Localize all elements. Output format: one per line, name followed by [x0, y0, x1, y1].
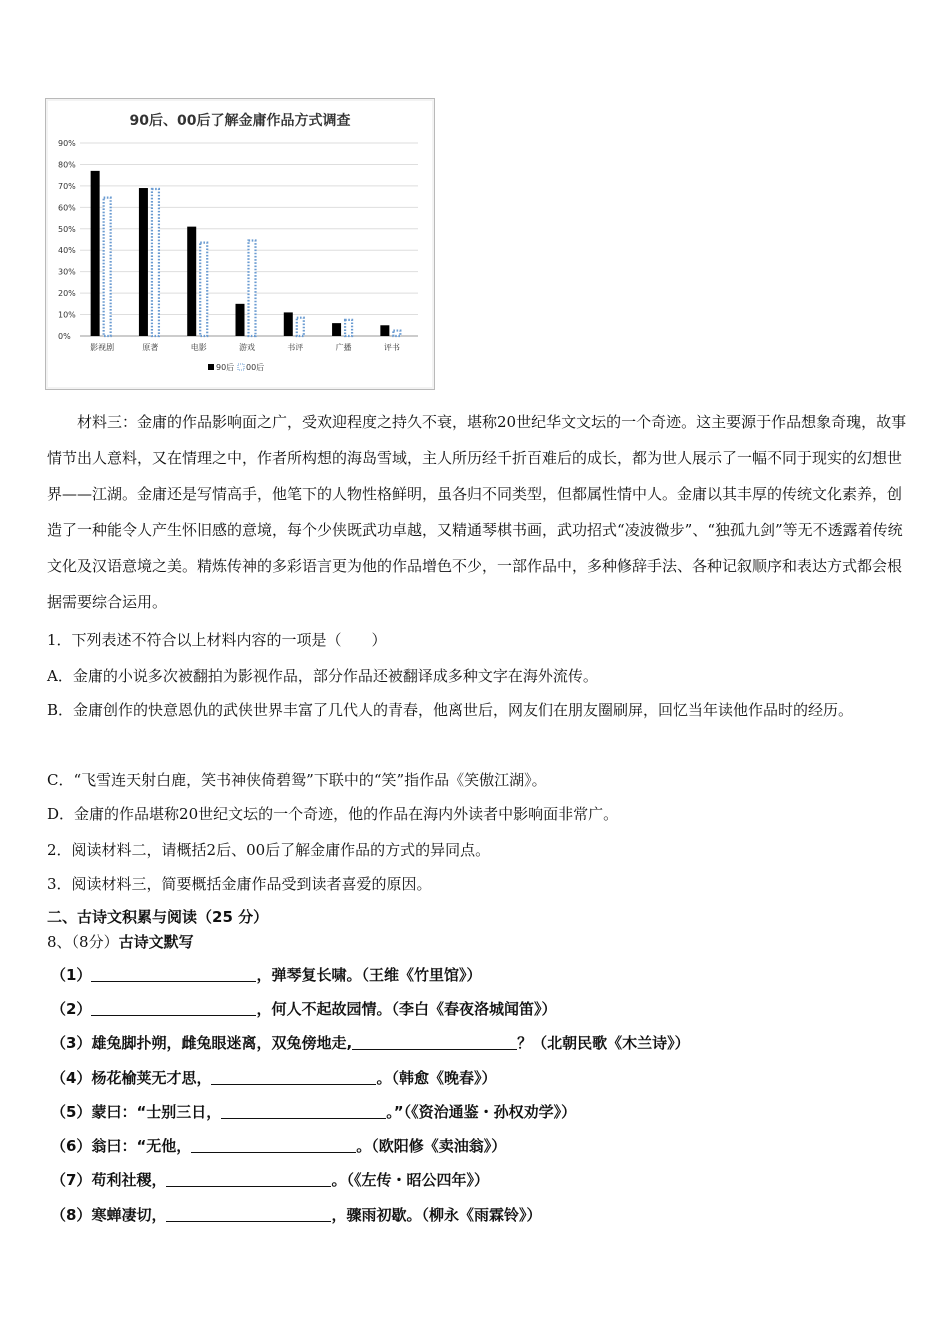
recitation-item-6 — [51, 1134, 506, 1158]
section-two-heading: 二、古诗文积累与阅读（25 分） — [47, 908, 269, 926]
answer-blank[interactable] — [166, 1170, 331, 1187]
y-tick-label: 60% — [58, 203, 76, 213]
bar-00hou — [200, 243, 207, 336]
bar-90hou — [91, 171, 100, 336]
item-after: 。（欧阳修《卖油翁》） — [356, 1137, 507, 1155]
x-tick-label: 广播 — [335, 343, 352, 352]
x-tick-label: 影视剧 — [90, 343, 115, 352]
x-tick-label: 书评 — [287, 343, 304, 352]
item-number: （5） — [51, 1103, 92, 1121]
y-tick-label: 50% — [58, 224, 76, 234]
material-three-paragraph: 材料三：金庸的作品影响面之广，受欢迎程度之持久不衰，堪称20世纪华文文坛的一个奇迹。这主要源于作品想象奇瑰，故事情节出人意料，又在情理之中，作者所构想的海岛雪域，主人所历经千折百难后的成长，都为世人展示了一幅不同于现实的幻想世界——江湖。金庸还是写情高手，他笔下的人物性格鲜明，虽各归不同类型，但都属性情中人。金庸以其丰厚的传统文化素养，创造了一种能令人产生怀旧感的意境，每个少侠既武功卓越，又精通琴棋书画，武功招式“凌波微步”、“独孤九剑”等无不透露着传统文化及汉语意境之美。精炼传神的多彩语言更为他的作品增色不少，一部作品中，多种修辞手法、各种记叙顺序和表达方式都会根据需要综合运用。 — [47, 413, 907, 611]
question-2: 2．阅读材料二，请概括2后、00后了解金庸作品的方式的异同点。 — [47, 841, 491, 859]
item-after: 。”（《资治通鉴・孙权劝学》） — [386, 1103, 577, 1121]
answer-blank[interactable] — [91, 965, 256, 982]
y-tick-label: 10% — [58, 310, 76, 320]
y-tick-label: 0% — [58, 332, 71, 341]
answer-blank[interactable] — [91, 999, 256, 1016]
item-before: 翁曰：“无他， — [91, 1137, 192, 1155]
option-d: D．金庸的作品堪称20世纪文坛的一个奇迹，他的作品在海内外读者中影响面非常广。 — [47, 805, 619, 823]
recitation-item-8 — [51, 1203, 541, 1227]
option-b: B．金庸创作的快意恩仇的武侠世界丰富了几代人的青春，他离世后，网友们在朋友圈刷屏，回忆当年读他作品时的经历。 — [47, 701, 854, 719]
answer-blank[interactable] — [211, 1068, 376, 1085]
x-tick-label: 游戏 — [239, 343, 255, 352]
item-number: （2） — [51, 1000, 92, 1018]
y-tick-label: 40% — [58, 246, 76, 256]
item-after: 。（《左传・昭公四年》） — [331, 1171, 489, 1189]
bar-00hou — [297, 318, 304, 336]
legend-label-00hou: 00后 — [246, 363, 265, 372]
question-1: 1．下列表述不符合以上材料内容的一项是（ ） — [47, 631, 387, 649]
x-tick-label: 原著 — [142, 343, 159, 352]
option-c: C．“飞雪连天射白鹿，笑书神侠倚碧鸳”下联中的“笑”指作品《笑傲江湖》。 — [47, 771, 547, 789]
item-before: 蒙曰：“士别三日， — [91, 1103, 222, 1121]
item-number: （6） — [51, 1137, 92, 1155]
bar-90hou — [139, 188, 148, 336]
bar-90hou — [236, 304, 245, 336]
recitation-item-3 — [51, 1031, 690, 1055]
item-before: 雄兔脚扑朔，雌兔眼迷离，双兔傍地走, — [91, 1034, 353, 1052]
bar-00hou — [152, 189, 159, 336]
bar-90hou — [187, 227, 196, 336]
bar-00hou — [104, 198, 111, 336]
bar-00hou — [393, 331, 400, 336]
question-8-title: 古诗文默写 — [118, 933, 194, 951]
question-8-header — [47, 930, 194, 954]
item-after: 。（韩愈《晚春》） — [376, 1069, 497, 1087]
y-tick-label: 70% — [58, 181, 76, 191]
item-after: ，弹琴复长啸。（王维《竹里馆》） — [256, 966, 482, 984]
answer-blank[interactable] — [221, 1102, 386, 1119]
item-number: （7） — [51, 1171, 92, 1189]
item-after: ，骤雨初歇。（柳永《雨霖铃》） — [331, 1206, 542, 1224]
item-before: 寒蝉凄切， — [91, 1206, 167, 1224]
answer-blank[interactable] — [191, 1136, 356, 1153]
answer-blank[interactable] — [166, 1205, 331, 1222]
bar-00hou — [345, 320, 352, 336]
chart-title: 90后、00后了解金庸作品方式调查 — [129, 113, 351, 129]
x-tick-label: 电影 — [190, 343, 207, 352]
x-tick-label: 评书 — [383, 343, 400, 352]
item-number: （8） — [51, 1206, 92, 1224]
question-3: 3．阅读材料三，简要概括金庸作品受到读者喜爱的原因。 — [47, 875, 432, 893]
y-tick-label: 90% — [58, 139, 76, 148]
recitation-item-5 — [51, 1100, 576, 1124]
answer-blank[interactable] — [352, 1033, 517, 1050]
legend-swatch-90hou — [208, 364, 214, 370]
legend-label-90hou: 90后 — [216, 363, 235, 372]
y-tick-label: 30% — [58, 267, 76, 277]
recitation-item-1 — [51, 963, 481, 987]
bar-90hou — [380, 325, 389, 336]
item-number: （4） — [51, 1069, 92, 1087]
item-number: （1） — [51, 966, 92, 984]
bar-chart-svg — [46, 99, 434, 389]
recitation-item-2 — [51, 997, 556, 1021]
recitation-item-4 — [51, 1066, 496, 1090]
item-before: 杨花榆荚无才思， — [91, 1069, 212, 1087]
item-after: ？（北朝民歌《木兰诗》） — [517, 1034, 690, 1052]
legend-swatch-00hou — [238, 364, 244, 370]
item-after: ，何人不起故园情。（李白《春夜洛城闻笛》） — [256, 1000, 557, 1018]
bar-90hou — [332, 323, 341, 336]
option-a: A．金庸的小说多次被翻拍为影视作品，部分作品还被翻译成多种文字在海外流传。 — [47, 667, 598, 685]
item-number: （3） — [51, 1034, 92, 1052]
y-tick-label: 20% — [58, 289, 76, 299]
bar-90hou — [284, 312, 293, 336]
y-tick-label: 80% — [58, 160, 76, 170]
recitation-item-7 — [51, 1168, 489, 1192]
bar-00hou — [249, 241, 256, 337]
question-8-prefix: 8、（8分） — [47, 933, 119, 951]
item-before: 苟利社稷， — [91, 1171, 167, 1189]
survey-chart — [45, 98, 435, 390]
